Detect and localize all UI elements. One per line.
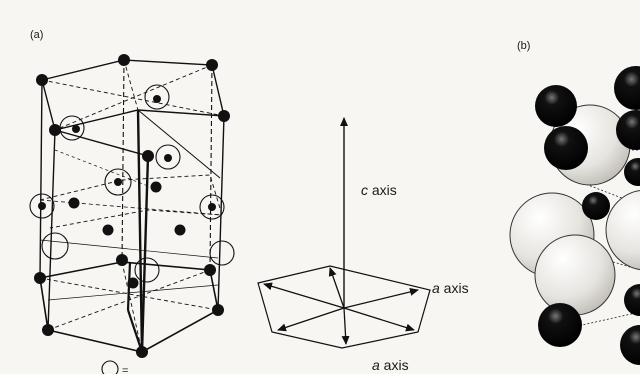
legend-open-circle-icon <box>102 361 118 374</box>
lattice-atom <box>116 254 128 266</box>
panel-b-label: (b) <box>517 40 531 52</box>
large-sphere <box>535 235 615 315</box>
space-filling-model <box>510 66 640 365</box>
lattice-atom <box>208 203 216 211</box>
a-axis-label-upper: a axis <box>432 280 469 296</box>
legend-text: = <box>122 365 129 374</box>
lattice-atom <box>69 198 80 209</box>
lattice-atom <box>136 346 148 358</box>
small-sphere <box>535 85 577 127</box>
lattice-atom <box>204 264 216 276</box>
a-axis-label-lower: a axis <box>372 357 409 373</box>
lattice-atom <box>206 59 218 71</box>
a-axis-arrow <box>278 308 344 330</box>
lattice-atom <box>164 154 172 162</box>
small-sphere <box>614 66 640 110</box>
a-axis-arrow <box>264 284 344 308</box>
open-circle-site <box>42 233 68 259</box>
a-axis-arrow <box>330 268 344 308</box>
panel-a-label: (a) <box>30 29 44 41</box>
lattice-atom <box>114 178 122 186</box>
axes-diagram <box>258 118 430 348</box>
small-sphere <box>620 325 640 365</box>
hexagonal-unit-cell <box>40 60 224 352</box>
small-sphere <box>538 303 582 347</box>
lattice-atom <box>175 225 186 236</box>
a-axis-arrow <box>344 290 418 308</box>
a-axis-arrow <box>344 308 346 344</box>
lattice-atom <box>38 202 46 210</box>
small-sphere <box>624 284 640 316</box>
lattice-atom <box>218 110 230 122</box>
open-circle-site <box>210 241 234 265</box>
lattice-atom <box>212 304 224 316</box>
black-atoms <box>34 54 230 358</box>
lattice-atom <box>118 54 130 66</box>
lattice-atom <box>151 182 162 193</box>
small-sphere <box>544 126 588 170</box>
lattice-atom <box>72 125 80 133</box>
lattice-atom <box>128 278 139 289</box>
lattice-atom <box>153 95 161 103</box>
lattice-atom <box>42 324 54 336</box>
a-axis-arrow <box>344 308 414 330</box>
lattice-atom <box>49 124 61 136</box>
small-sphere <box>582 192 610 220</box>
c-axis-label: c axis <box>361 182 397 198</box>
open-circle-site <box>135 258 159 282</box>
lattice-atom <box>142 150 154 162</box>
lattice-atom <box>34 272 46 284</box>
lattice-atom <box>103 225 114 236</box>
lattice-atom <box>36 74 48 86</box>
